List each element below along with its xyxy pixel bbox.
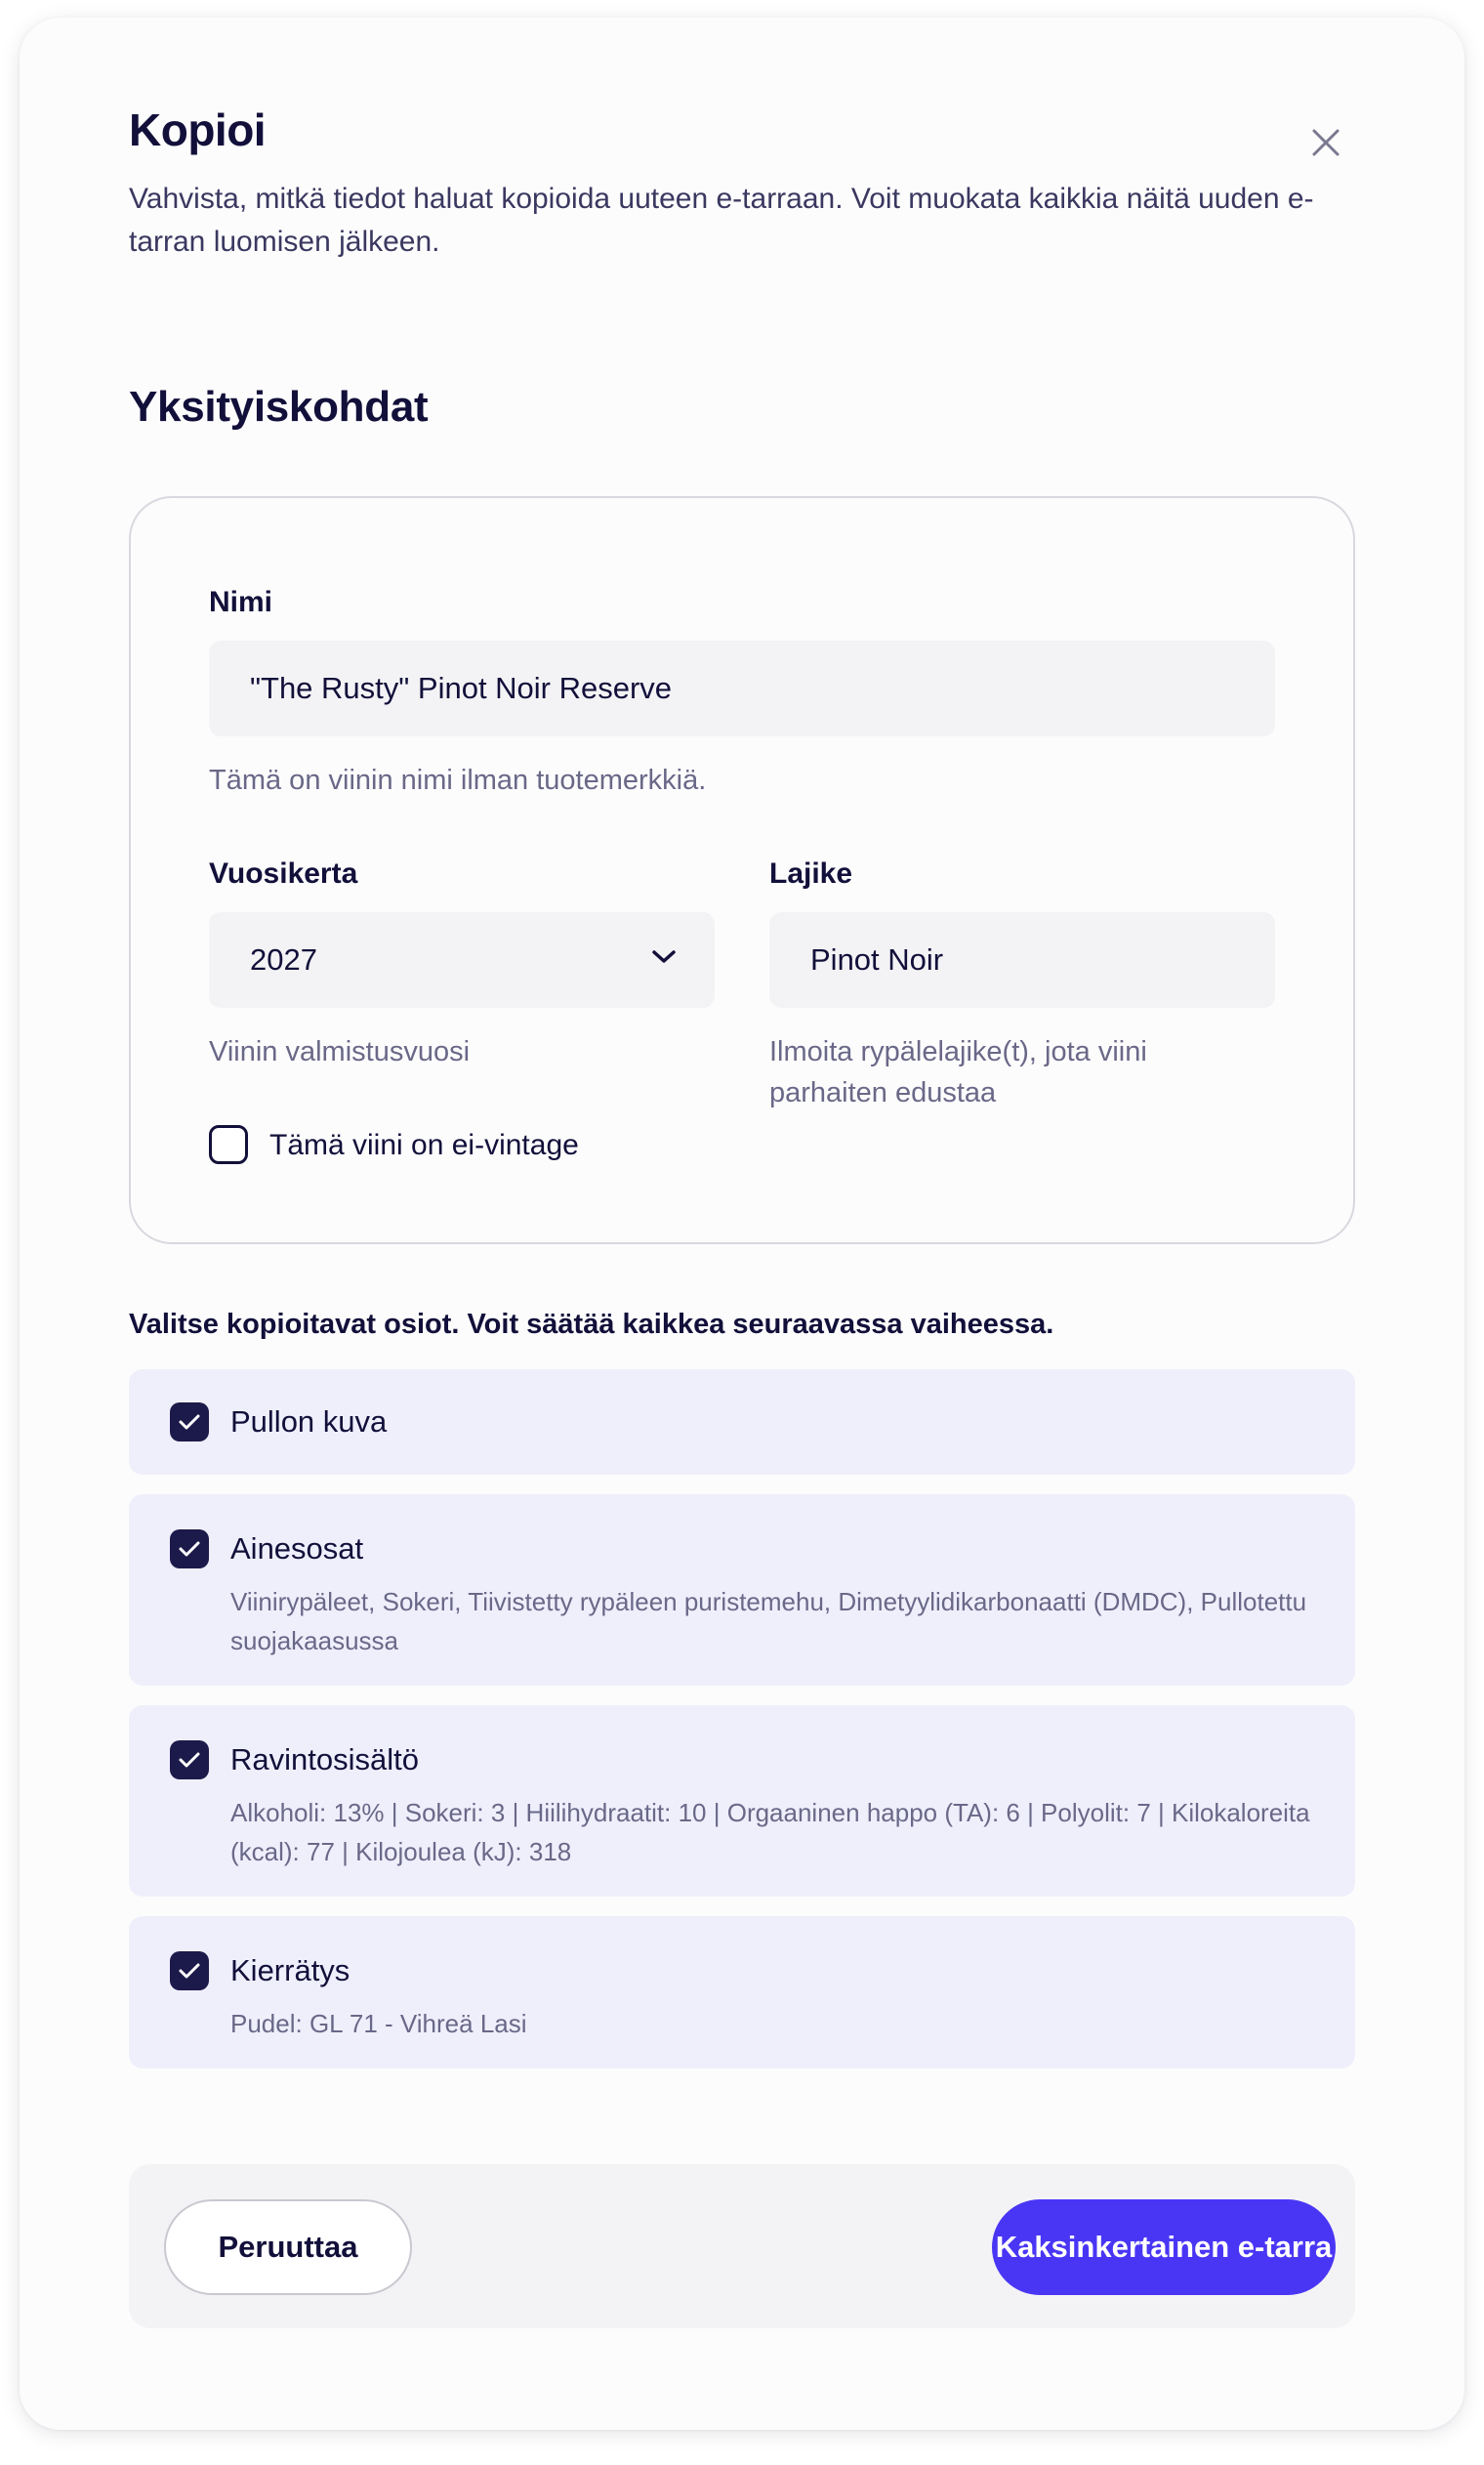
vintage-label: Vuosikerta — [209, 857, 358, 890]
section-title-details: Yksityiskohdat — [129, 383, 429, 431]
checkmark-icon — [178, 1412, 201, 1432]
name-input[interactable]: "The Rusty" Pinot Noir Reserve — [209, 641, 1275, 736]
bottle-image-checkbox[interactable] — [170, 1402, 209, 1441]
name-label: Nimi — [209, 586, 273, 618]
vintage-value: 2027 — [250, 942, 317, 977]
name-hint: Tämä on viinin nimi ilman tuotemerkkiä. — [209, 765, 707, 796]
dialog-title: Kopioi — [129, 104, 267, 155]
vintage-select[interactable] — [209, 912, 715, 1008]
dialog-subtitle: Vahvista, mitkä tiedot haluat kopioida uuteen e-tarraan. Voit muokata kaikkia näitä uuden e-tarran luomisen jälkeen. — [129, 183, 1314, 258]
dialog-footer — [129, 2164, 1355, 2328]
chevron-down-icon — [650, 947, 678, 967]
copy-instructions: Valitse kopioitavat osiot. Voit säätää kaikkea seuraavassa vaiheessa. — [129, 1309, 1054, 1340]
recycling-checkbox[interactable] — [170, 1951, 209, 1990]
duplicate-label-button[interactable]: Kaksinkertainen e-tarra — [992, 2199, 1336, 2295]
option-title: Pullon kuva — [230, 1404, 388, 1439]
option-nutrition[interactable] — [129, 1705, 1355, 1897]
nutrition-checkbox[interactable] — [170, 1740, 209, 1779]
vintage-hint: Viinin valmistusvuosi — [209, 1036, 471, 1067]
details-card — [129, 496, 1355, 1244]
checkmark-icon — [178, 1750, 201, 1770]
close-icon — [1311, 128, 1340, 157]
checkmark-icon — [178, 1539, 201, 1559]
variety-hint: Ilmoita rypälelajike(t), jota viini parhaiten edustaa — [769, 1036, 1147, 1108]
option-title: Ainesosat — [230, 1531, 364, 1566]
copy-dialog — [20, 18, 1464, 2430]
non-vintage-label: Tämä viini on ei-vintage — [269, 1129, 579, 1161]
option-description: Alkoholi: 13% | Sokeri: 3 | Hiilihydraatit: 10 | Orgaaninen happo (TA): 6 | Polyolit: 7 | Kilokaloreita (kcal): 77 | Kilojoulea (kJ): 318 — [230, 1798, 1310, 1866]
option-ingredients[interactable] — [129, 1494, 1355, 1686]
variety-label: Lajike — [769, 857, 853, 890]
variety-input[interactable]: Pinot Noir — [769, 912, 1275, 1008]
option-recycling[interactable] — [129, 1916, 1355, 2068]
option-title: Ravintosisältö — [230, 1742, 419, 1776]
ingredients-checkbox[interactable] — [170, 1529, 209, 1568]
option-title: Kierrätys — [230, 1953, 350, 1987]
option-description: Pudel: GL 71 - Vihreä Lasi — [230, 2009, 527, 2038]
option-bottle-image[interactable] — [129, 1369, 1355, 1475]
checkmark-icon — [178, 1961, 201, 1981]
non-vintage-checkbox[interactable] — [209, 1125, 248, 1164]
cancel-button[interactable]: Peruuttaa — [164, 2199, 412, 2295]
option-description: Viinirypäleet, Sokeri, Tiivistetty rypäleen puristemehu, Dimetyylidikarbonaatti (DMDC), Pullotettu suojakaasussa — [230, 1587, 1307, 1655]
close-button[interactable] — [1302, 119, 1349, 166]
